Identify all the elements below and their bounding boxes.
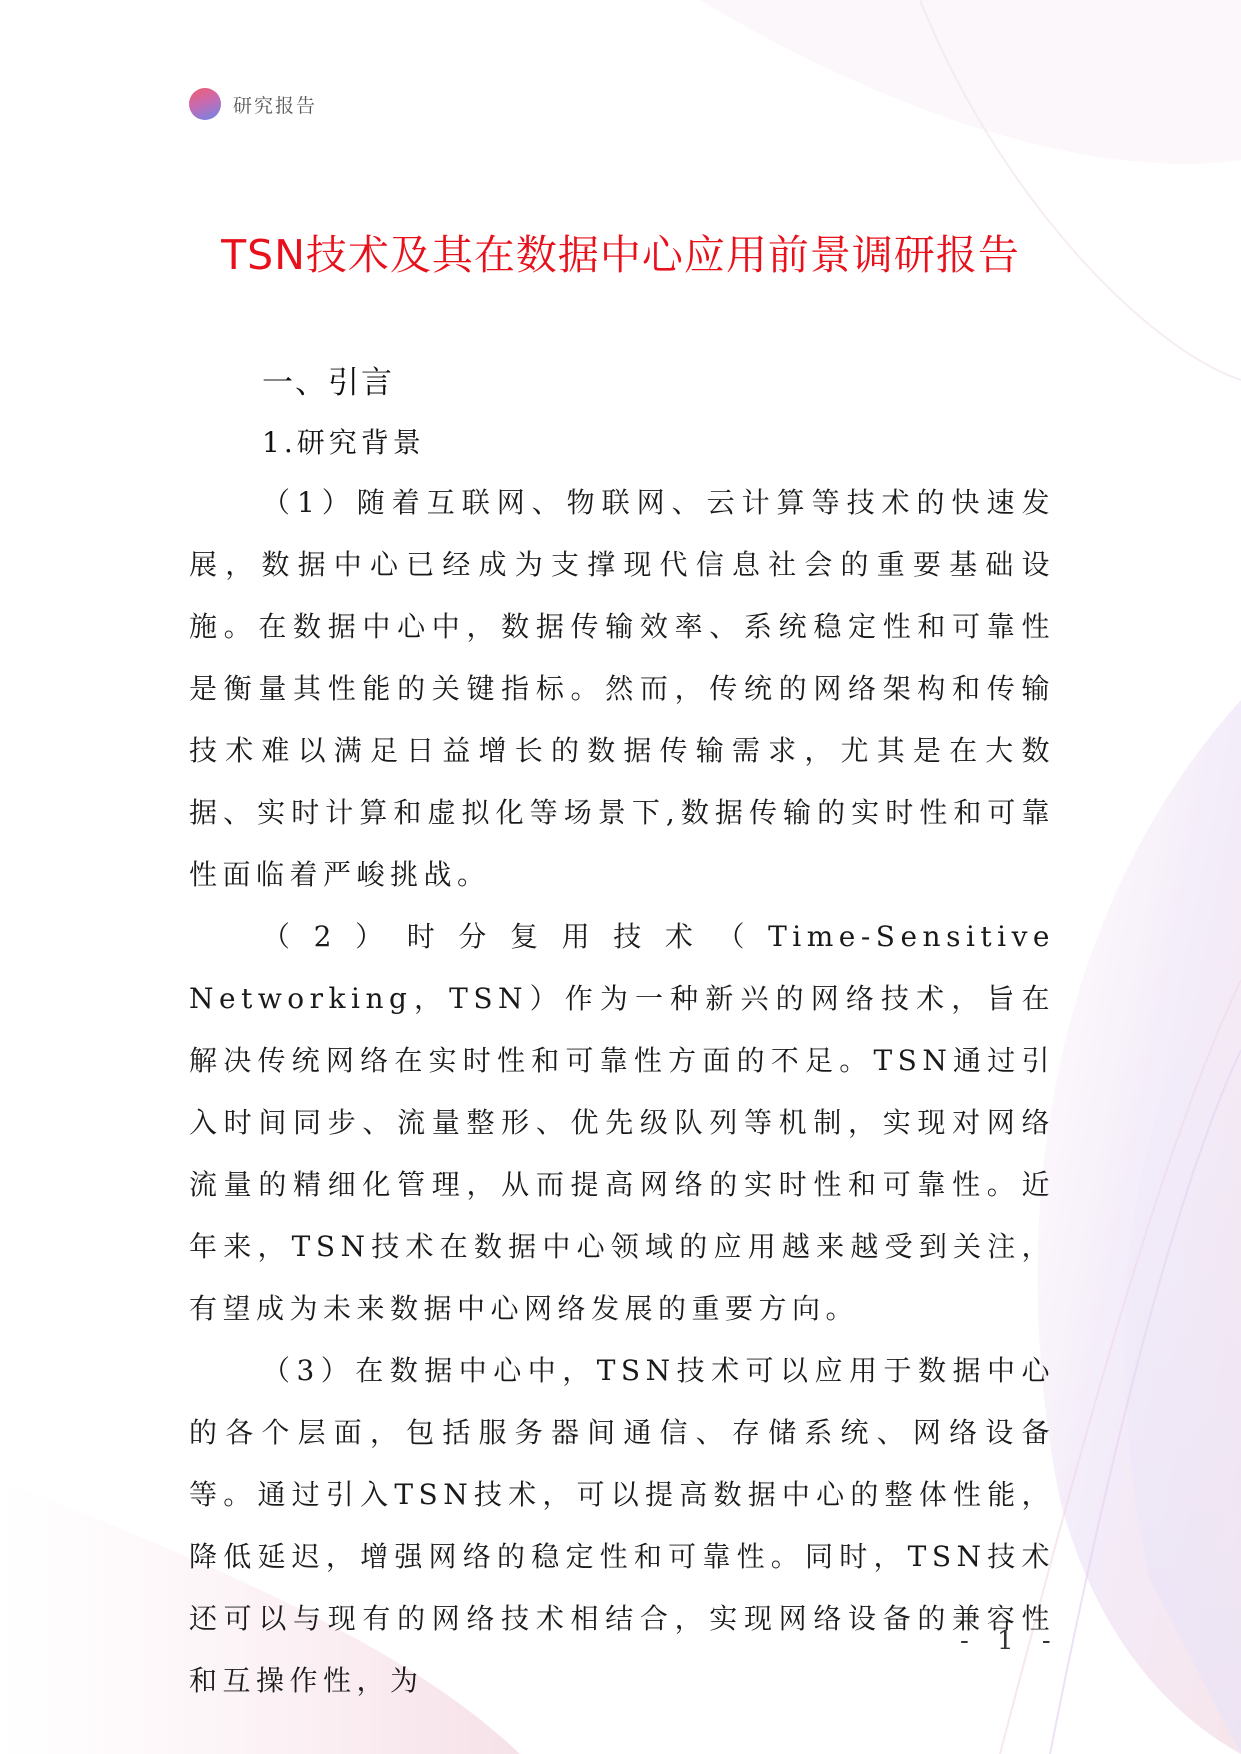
body-text [189,472,1055,1712]
header-label: 研究报告 [233,94,318,117]
logo-icon [189,88,221,120]
paragraph: （2）时分复用技术（Time-Sensitive Networking，TSN）作为一种新兴的网络技术，旨在解决传统网络在实时性和可靠性方面的不足。TSN通过引入时间同步、流量整形、优先级队列等机制，实现对网络流量的精细化管理，从而提高网络的实时性和可靠性。近年来，TSN技术在数据中心领域的应用越来越受到关注，有望成为未来数据中心网络发展的重要方向。 [189,920,1055,1325]
document-title: TSN技术及其在数据中心应用前景调研报告 [221,231,1020,279]
section-heading: 一、引言 [262,365,394,401]
page-number: - 1 - [960,1626,1061,1656]
paragraph: （3）在数据中心中，TSN技术可以应用于数据中心的各个层面，包括服务器间通信、存储系统、网络设备等。通过引入TSN技术，可以提高数据中心的整体性能，降低延迟，增强网络的稳定性和可靠性。同时，TSN技术还可以与现有的网络技术相结合，实现网络设备的兼容性和互操作性，为 [189,1354,1055,1697]
sub-heading: 1.研究背景 [262,426,425,459]
page-header [189,88,317,120]
paragraph: （1）随着互联网、物联网、云计算等技术的快速发展，数据中心已经成为支撑现代信息社会的重要基础设施。在数据中心中，数据传输效率、系统稳定性和可靠性是衡量其性能的关键指标。然而，传统的网络架构和传输技术难以满足日益增长的数据传输需求，尤其是在大数据、实时计算和虚拟化等场景下,数据传输的实时性和可靠性面临着严峻挑战。 [189,486,1055,891]
